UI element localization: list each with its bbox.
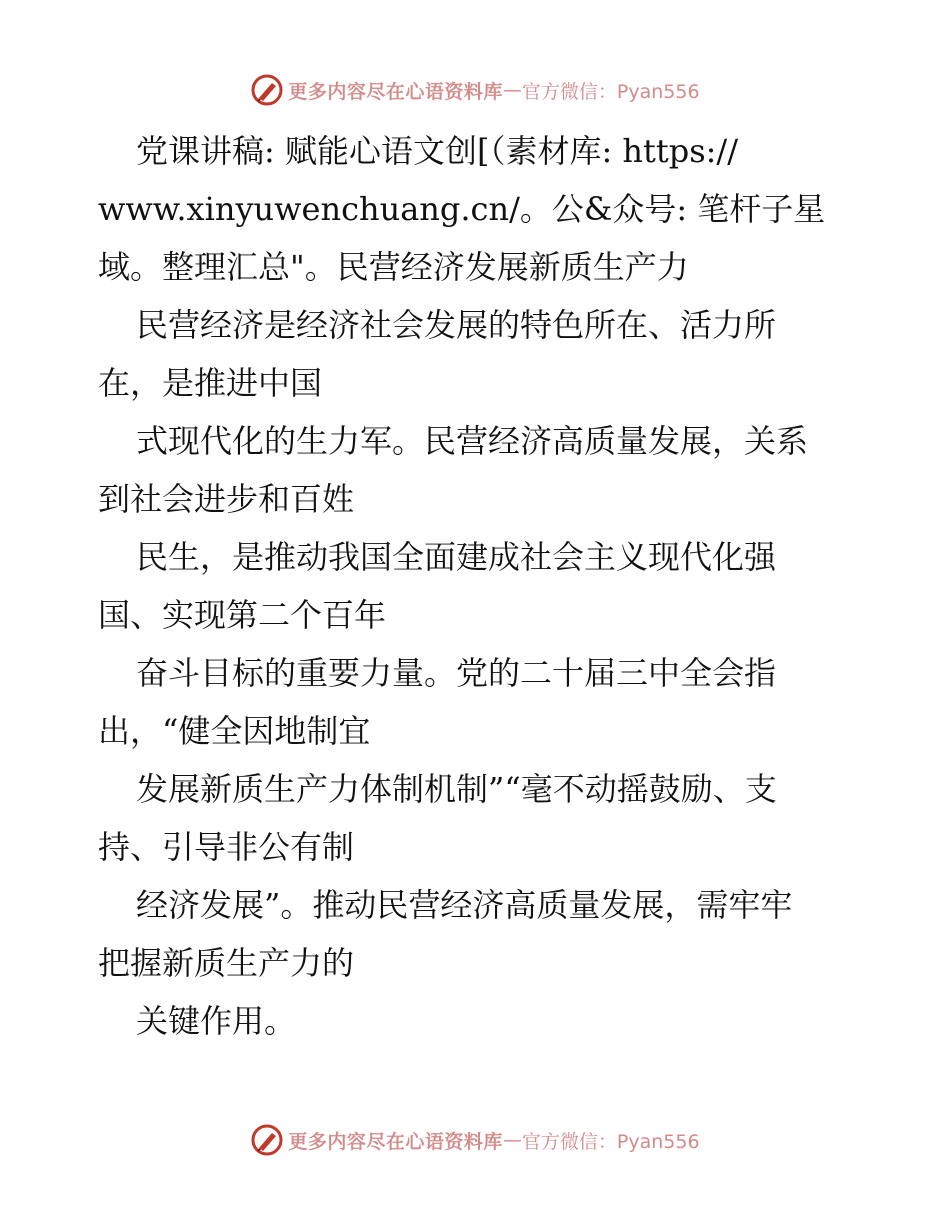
- banner-main-text: 更多内容尽在心语资料库: [288, 80, 503, 103]
- text-line: www.xinyuwenchuang.cn/。公&众号: 笔杆子星: [98, 190, 826, 228]
- text-line: 把握新质生产力的: [98, 944, 355, 982]
- banner-main-text: 更多内容尽在心语资料库: [288, 1130, 503, 1153]
- text-line: 国、实现第二个百年: [98, 596, 387, 634]
- text-line: 式现代化的生力军。民营经济高质量发展，关系: [136, 422, 809, 460]
- text-line: 民生，是推动我国全面建成社会主义现代化强: [136, 538, 777, 576]
- text-line: 出，“健全因地制宜: [98, 712, 371, 750]
- document-body: [98, 122, 858, 1050]
- text-line: 关键作用。: [136, 1002, 297, 1040]
- banner-separator: —: [502, 1129, 522, 1151]
- text-line: 域。整理汇总"。民营经济发展新质生产力: [98, 248, 689, 286]
- pen-logo-icon: [250, 73, 284, 107]
- text-line: 持、引导非公有制: [98, 828, 355, 866]
- text-line: 民营经济是经济社会发展的特色所在、活力所: [136, 306, 777, 344]
- banner-wechat-text: 官方微信：Pyan556: [521, 80, 700, 103]
- footer-banner: [0, 1120, 950, 1160]
- text-line: 党课讲稿: 赋能心语文创[（素材库: https://: [136, 132, 738, 170]
- text-line: 发展新质生产力体制机制”“毫不动摇鼓励、支: [136, 770, 777, 808]
- text-line: 到社会进步和百姓: [98, 480, 355, 518]
- banner-separator: —: [502, 79, 522, 101]
- pen-logo-icon: [250, 1123, 284, 1157]
- text-line: 在，是推进中国: [98, 364, 323, 402]
- banner-wechat-text: 官方微信：Pyan556: [521, 1130, 700, 1153]
- header-banner: [0, 70, 950, 110]
- text-line: 经济发展”。推动民营经济高质量发展，需牢牢: [136, 886, 793, 924]
- text-line: 奋斗目标的重要力量。党的二十届三中全会指: [136, 654, 777, 692]
